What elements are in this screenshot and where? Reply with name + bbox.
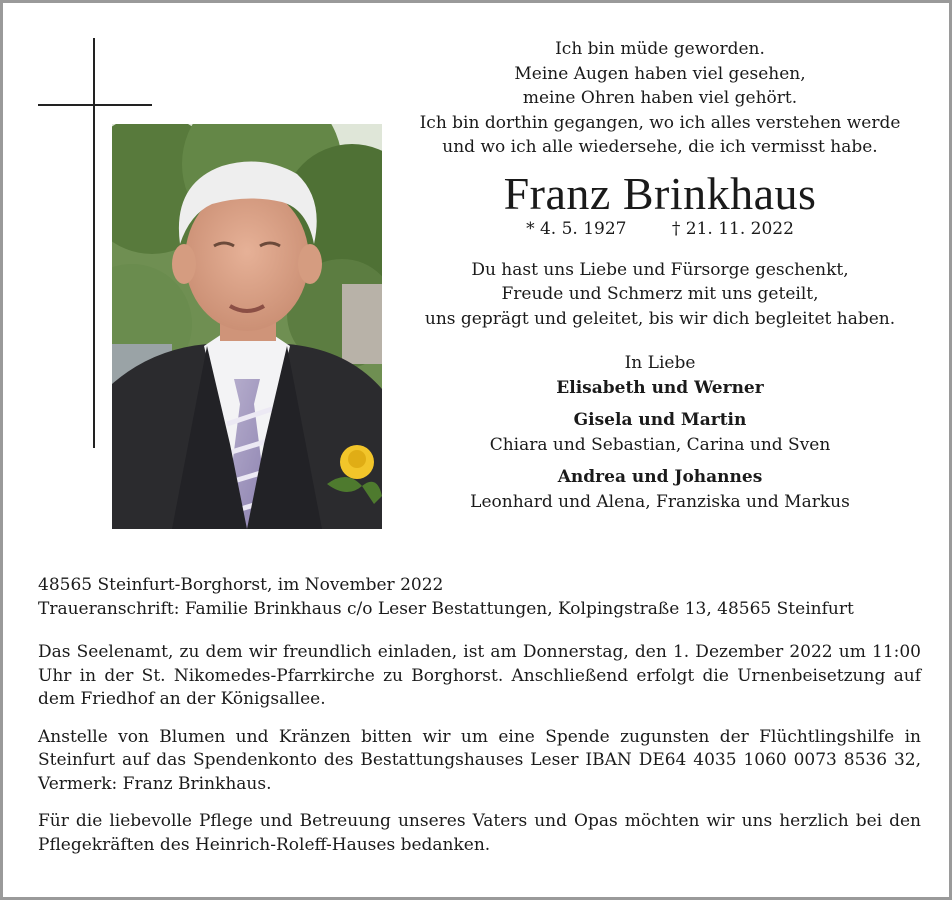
poem-line: meine Ohren haben viel gehört.	[522, 88, 798, 108]
family-intro: In Liebe	[624, 353, 696, 373]
family-group-3: Andrea und Johannes	[557, 467, 763, 487]
right-column	[385, 37, 935, 514]
family-signature	[385, 351, 935, 514]
death-date: † 21. 11. 2022	[671, 218, 794, 239]
deceased-name: Franz Brinkhaus	[503, 167, 817, 219]
verse	[385, 258, 935, 332]
family-group-1: Elisabeth und Werner	[556, 377, 764, 398]
poem-line: Ich bin müde geworden.	[555, 39, 765, 59]
cross-vertical-bar	[93, 38, 95, 448]
place-date: 48565 Steinfurt-Borghorst, im November 2022	[38, 575, 444, 595]
verse-line: uns geprägt und geleitet, bis wir dich begleitet haben.	[424, 308, 896, 329]
donation-paragraph: Anstelle von Blumen und Kränzen bitten wir um eine Spende zugunsten der Flüchtlingshilfe in Steinfurt auf das Spendenkonto des Bestattungshauses Leser IBAN DE64 4035 1060 0073 8536 32, Vermerk: Franz Brinkhaus.	[38, 726, 921, 794]
verse-line: Du hast uns Liebe und Fürsorge geschenkt,	[471, 259, 849, 280]
poem-line: Ich bin dorthin gegangen, wo ich alles verstehen werde	[419, 112, 901, 133]
family-group-2: Gisela und Martin	[573, 410, 747, 430]
service-paragraph: Das Seelenamt, zu dem wir freundlich einladen, ist am Donnerstag, den 1. Dezember 2022 um 11:00 Uhr in der St. Nikomedes-Pfarrkirche zu Borghorst. Anschließend erfolgt die Urnenbeisetzung auf dem Friedhof an der Königsallee.	[38, 642, 921, 709]
family-group-3-children: Leonhard und Alena, Franziska und Markus	[470, 491, 850, 512]
notice-details	[38, 574, 921, 871]
poem-line: Meine Augen haben viel gesehen,	[514, 63, 806, 84]
cross-horizontal-bar	[38, 104, 152, 106]
family-group-2-children: Chiara und Sebastian, Carina und Sven	[489, 434, 831, 455]
poem-line: und wo ich alle wiedersehe, die ich vermisst habe.	[442, 137, 878, 157]
birth-date: * 4. 5. 1927	[526, 218, 627, 239]
portrait-photo	[112, 124, 382, 529]
verse-line: Freude und Schmerz mit uns geteilt,	[501, 284, 819, 304]
life-dates	[385, 218, 935, 240]
thanks-paragraph: Für die liebevolle Pflege und Betreuung unseres Vaters und Opas möchten wir uns herzlich bei den Pflegekräften des Heinrich-Roleff-Hauses bedanken.	[38, 811, 921, 855]
address-block	[38, 574, 921, 621]
mourning-address: Traueranschrift: Familie Brinkhaus c/o Leser Bestattungen, Kolpingstraße 13, 48565 Steinfurt	[38, 598, 854, 619]
poem	[385, 37, 935, 160]
